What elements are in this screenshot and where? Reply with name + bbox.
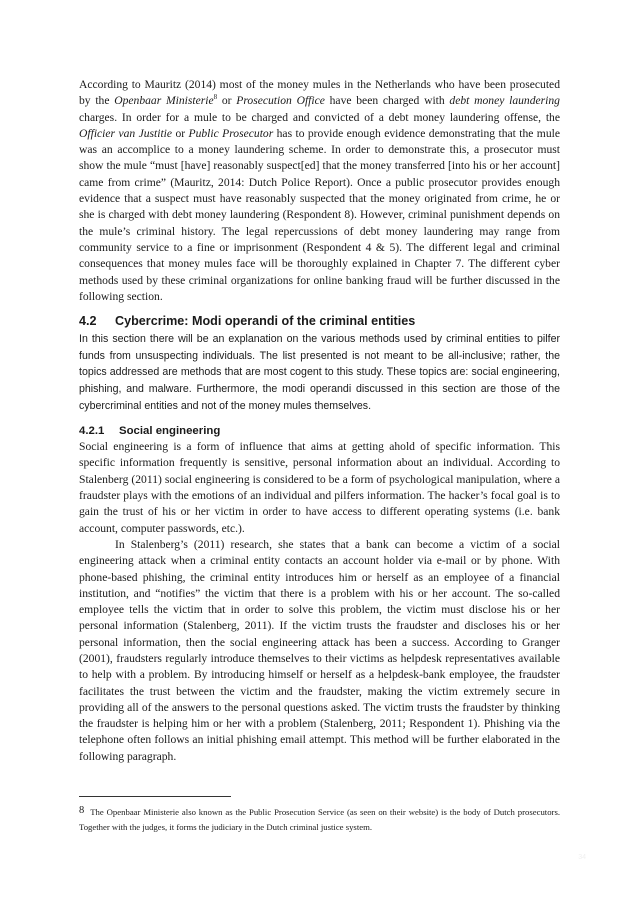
footnote-divider [79, 796, 231, 797]
section-number: 4.2 [79, 314, 97, 329]
text-span: or [217, 94, 237, 108]
footnote-mark: 8 [79, 805, 85, 816]
paragraph-mauritz [79, 77, 560, 305]
footnote-text: The Openbaar Ministerie also known as the Public Prosecution Service (as seen on their website) is the body of Dutch prosecutors. Together with the judges, it forms the judiciary in the Dutch criminal justice system. [79, 807, 560, 832]
italic-term: Openbaar Ministerie [114, 94, 214, 108]
text-span: According to Mauritz (2014) most of the money mules in the Netherlands who have been prosecuted by the [79, 78, 560, 108]
text-span: charges. In order for a mule to be charged and convicted of a debt money laundering offense, the [79, 110, 560, 124]
page-body [79, 77, 560, 765]
section-heading-4-2-1 [79, 423, 560, 439]
italic-term: Prosecution Office [236, 94, 325, 108]
paragraph-section-intro: In this section there will be an explanation on the various methods used by criminal entities to pilfer funds from unsuspecting individuals. The list presented is not meant to be all-inclusive; rather, the topics addressed are methods that are most cogent to this study. These topics are: social engineering, phishing, and malware. Furthermore, the modi operandi discussed in this section are those of the cybercriminal entities and not of the money mules themselves. [79, 333, 560, 412]
text-span: have been charged with [324, 94, 450, 108]
paragraph-stalenberg: In Stalenberg’s (2011) research, she states that a bank can become a victim of a social engineering attack when a criminal entity contacts an account holder via e-mail or by phone. With phone-based phishing, the criminal entity introduces him or herself as an employee of a financial institution, and “notifies” the victim that there is a problem with his or her account. The so-called employee tells the victim that in order to solve this problem, the victim must disclose his or her personal information (Stalenberg, 2011). If the victim trusts the fraudster and discloses his or her personal information, then the social engineering attack has been a success. According to Granger (2001), fraudsters regularly introduce themselves to their victims as helpdesk representatives available to help with a problem. By introducing himself or herself as a helpdesk-bank employee, the fraudster facilitates the trust between the victim and the fraudster, making the victim extremely secure in providing all of the answers to the personal questions asked. The victim trusts the fraudster by thinking the fraudster is helping him or her with a problem (Stalenberg, 2011; Respondent 1). Phishing via the telephone often follows an initial phishing email attempt. This method will be further elaborated in the following paragraph. [79, 537, 560, 763]
footnote-reference[interactable]: 8 [213, 93, 218, 102]
section-heading-4-2 [79, 313, 560, 330]
paragraph-social-engineering: Social engineering is a form of influence that aims at getting ahold of specific information. This specific information frequently is sensitive, personal information about an individual. According to Stalenberg (2011) social engineering is considered to be a form of psychological manipulation, where a fraudster plays with the emotions of an individual and pilfers information. The hacker’s focal goal is to gain the trust of his or her victim in order to have access to different operating systems (i.e. bank account, computer passwords, etc.). [79, 440, 560, 535]
subsection-title: Social engineering [119, 425, 221, 438]
subsection-number: 4.2.1 [79, 425, 105, 438]
italic-term: debt money laundering [449, 94, 560, 108]
footnote [79, 803, 560, 835]
italic-term: Public Prosecutor [188, 126, 274, 140]
text-span: or [172, 126, 189, 140]
page-number: 34 [578, 854, 586, 861]
text-span: has to provide enough evidence demonstrating that the mule was an accomplice to a money laundering scheme. In order to demonstrate this, a prosecutor must show the mule “must [have] reasonably suspect[ed] that the money transferred [into his or her account] came from crime” (Mauritz, 2014: Dutch Police Report). Once a public prosecutor provides enough evidence that a suspect must have reasonably suspected that the money originated from crime, he or she is charged with debt money laundering (Respondent 8). However, criminal punishment depends on the mule’s criminal history. The legal repercussions of debt money laundering may range from community service to a fine or imprisonment (Respondent 4 & 5). The different legal and criminal consequences that money mules face will be thoroughly explained in Chapter 7. The different cyber methods used by these criminal organizations for online banking fraud will be further discussed in the following section. [79, 126, 560, 303]
section-title: Cybercrime: Modi operandi of the criminal entities [115, 314, 416, 329]
italic-term: Officier van Justitie [79, 126, 173, 140]
